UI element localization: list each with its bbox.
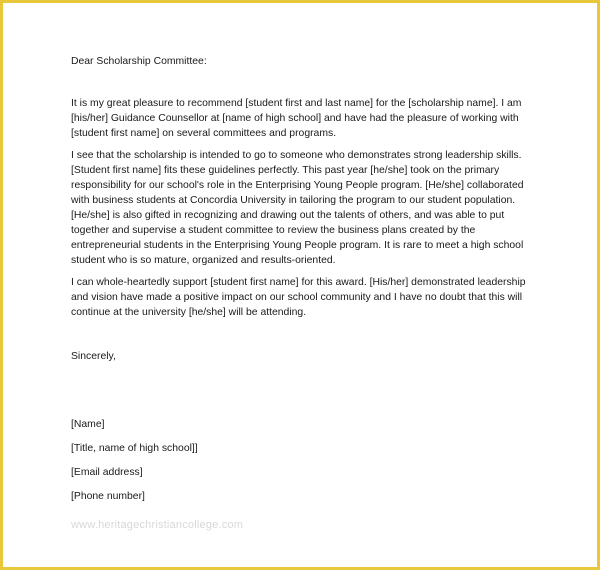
signature-block — [71, 417, 531, 504]
letter-body — [71, 54, 531, 513]
salutation: Dear Scholarship Committee: — [71, 56, 207, 67]
signature-phone: [Phone number] — [71, 491, 145, 502]
signature-title: [Title, name of high school]] — [71, 443, 198, 454]
watermark: www.heritagechristiancollege.com — [71, 519, 244, 531]
signature-name: [Name] — [71, 419, 105, 430]
paragraph-leadership: I see that the scholarship is intended to go to someone who demonstrates strong leadership skills. [Student first name] fits these guidelines perfectly. This past year [he/she] took on the primary responsibility for our school's role in the Enterprising Young People program. [He/she] collaborated with business students at Concordia University in tailoring the program to our student population. [He/she] is also gifted in recognizing and drawing out the talents of others, and was able to put together and supervise a student committee to review the business plans created by the entrepreneurial students in the Enterprising Young People program. It is rare to meet a high school student who is so mature, organized and results-oriented. — [71, 150, 524, 266]
signature-email: [Email address] — [71, 467, 143, 478]
paragraph-introduction: It is my great pleasure to recommend [student first and last name] for the [scholarship name]. I am [his/her] Guidance Counsellor at [name of high school] and have had the pleasure of working with [student first name] on several committees and programs. — [71, 98, 522, 139]
paragraph-support: I can whole-heartedly support [student first name] for this award. [His/her] demonstrated leadership and vision have made a positive impact on our school community and I have no doubt that this will continue at the university [he/she] will be attending. — [71, 277, 526, 318]
closing: Sincerely, — [71, 351, 116, 362]
